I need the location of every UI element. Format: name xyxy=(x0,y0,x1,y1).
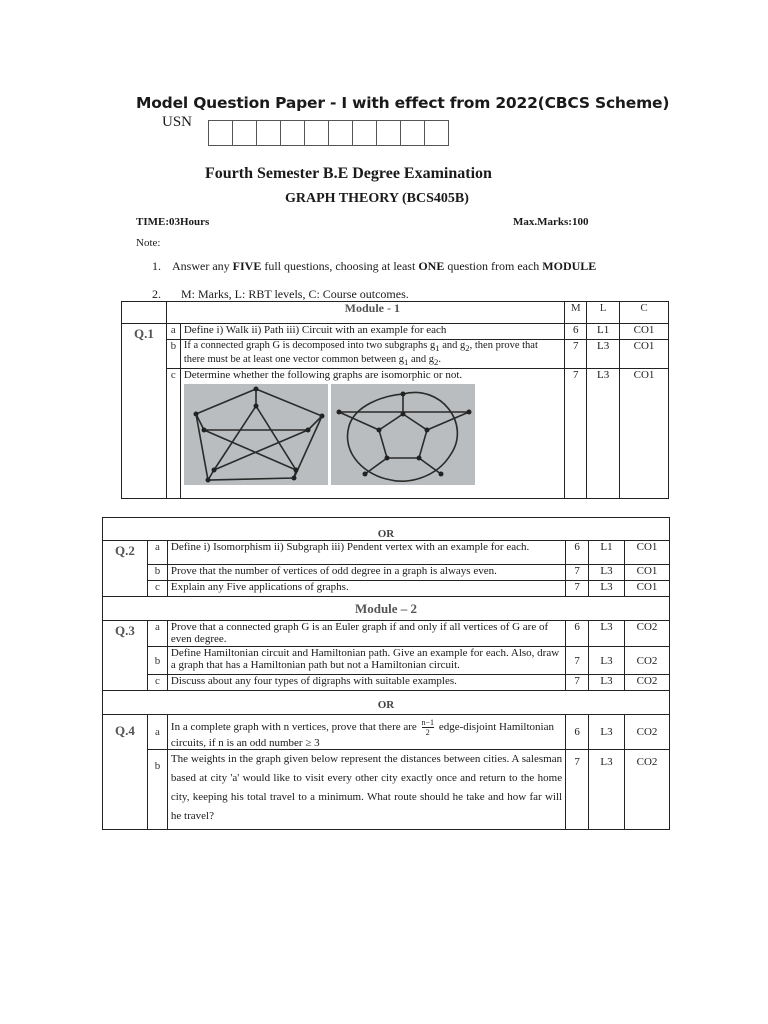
question-label: Q.1 xyxy=(122,324,167,499)
time-label: TIME:03Hours xyxy=(136,216,210,228)
usn-digit-box xyxy=(304,120,329,146)
star-graph-image xyxy=(184,384,328,485)
instruction-1: 1. Answer any FIVE full questions, choosing at least ONE question from each MODULE xyxy=(152,259,597,273)
usn-boxes xyxy=(208,120,448,146)
module-1-heading: Module - 1 xyxy=(180,302,564,324)
question-text: Explain any Five applications of graphs. xyxy=(167,581,565,597)
module1-table: Module - 1 M L C Q.1 a Define i) Walk ii) Path iii) Circuit with an example for each 6 L1 CO1 b If a connected graph G is decomposed into two subgraphs $g_1$ and $g_2$, then prove that there must be at least one vector common between $g_1$ and $g_2$. 7 L3 CO1 c Determine whether the following graphs are isomorphic or not. 7 L3 CO1 xyxy=(121,301,669,499)
question-label: Q.4 xyxy=(103,715,148,830)
col-l-header: L xyxy=(587,302,620,324)
or-divider: OR xyxy=(103,518,670,541)
question-text: Prove that the number of vertices of odd degree in a graph is always even. xyxy=(167,565,565,581)
usn-label: USN xyxy=(162,114,193,130)
usn-digit-box xyxy=(352,120,377,146)
usn-digit-box xyxy=(424,120,449,146)
question-label: Q.3 xyxy=(103,621,148,691)
question-text: Define i) Isomorphism ii) Subgraph iii) Pendent vertex with an example for each. xyxy=(167,541,565,565)
paper-title: Model Question Paper - I with effect from 2022(CBCS Scheme) xyxy=(136,94,670,112)
question-text: If a connected graph G is decomposed into two subgraphs $g_1$ and $g_2$, then prove that there must be at least one vector common between $g_1$ and $g_2$. xyxy=(180,340,564,369)
usn-digit-box xyxy=(328,120,353,146)
max-marks-label: Max.Marks:100 xyxy=(513,216,589,228)
subject-title: GRAPH THEORY (BCS405B) xyxy=(285,191,469,206)
module-2-heading: Module – 2 xyxy=(103,597,670,621)
question-text: Define i) Walk ii) Path iii) Circuit with an example for each xyxy=(180,324,564,340)
question-text: In a complete graph with n vertices, prove that there are $\frac{n-1}{2}$ edge-disjoint Hamiltonian circuits, if n is an odd number ≥ 3 xyxy=(167,715,565,750)
question-text: Discuss about any four types of digraphs with suitable examples. xyxy=(167,675,565,691)
pentagon-graph-image xyxy=(331,384,475,485)
note-label: Note: xyxy=(136,237,161,249)
question-text: The weights in the graph given below represent the distances between cities. A salesman based at city 'a' would like to visit every other city exactly once and return to the home city, keeping his total travel to a minimum. What route should he take and how far will he travel? xyxy=(167,750,565,830)
usn-digit-box xyxy=(208,120,233,146)
usn-digit-box xyxy=(256,120,281,146)
module2-table: OR Q.2 a Define i) Isomorphism ii) Subgraph iii) Pendent vertex with an example for each. 6 L1 CO1 b Prove that the number of vertices of odd degree in a graph is always even. 7 L3 CO1 c Explain any Five applications of graphs. 7 L3 CO1 Module – 2 Q.3 a Prove that a connected graph G is an Euler graph if and only if all vertices of G are of even degree. 6 L3 CO2 b Define Hamiltonian circuit and Hamiltonian path. Give an example for each. Also, draw a graph that has a Hamiltonian path but not a Hamiltonian circuit. 7 L3 CO2 c Discuss about any four types of digraphs with suitable examples. 7 L3 CO2 OR Q.4 a In a complete graph with n vertices, prove that there are $\frac{n-1}{2}$ edge-disjoint Hamiltonian circuits, if n is an odd number ≥ 3 6 L3 CO2 b The weights in the graph given below represent the distances between cities. A salesman based at city 'a' would like to visit every other city exactly once and return to the home city, keeping his total travel to a minimum. What route should he take and how far will he travel? 7 L3 CO2 xyxy=(102,517,670,830)
question-text: Determine whether the following graphs are isomorphic or not. xyxy=(183,369,463,382)
or-divider: OR xyxy=(103,691,670,715)
question-text: Prove that a connected graph G is an Euler graph if and only if all vertices of G are of even degree. xyxy=(167,621,565,647)
isomorphism-graphs xyxy=(184,381,561,485)
usn-digit-box xyxy=(400,120,425,146)
col-c-header: C xyxy=(620,302,669,324)
usn-digit-box xyxy=(232,120,257,146)
col-m-header: M xyxy=(565,302,587,324)
usn-digit-box xyxy=(280,120,305,146)
usn-digit-box xyxy=(376,120,401,146)
question-label: Q.2 xyxy=(103,541,148,597)
question-text: Define Hamiltonian circuit and Hamiltonian path. Give an example for each. Also, draw a graph that has a Hamiltonian path but not a Hamiltonian circuit. xyxy=(167,647,565,675)
exam-title: Fourth Semester B.E Degree Examination xyxy=(205,165,492,182)
instruction-2: 2. M: Marks, L: RBT levels, C: Course outcomes. xyxy=(152,287,409,301)
